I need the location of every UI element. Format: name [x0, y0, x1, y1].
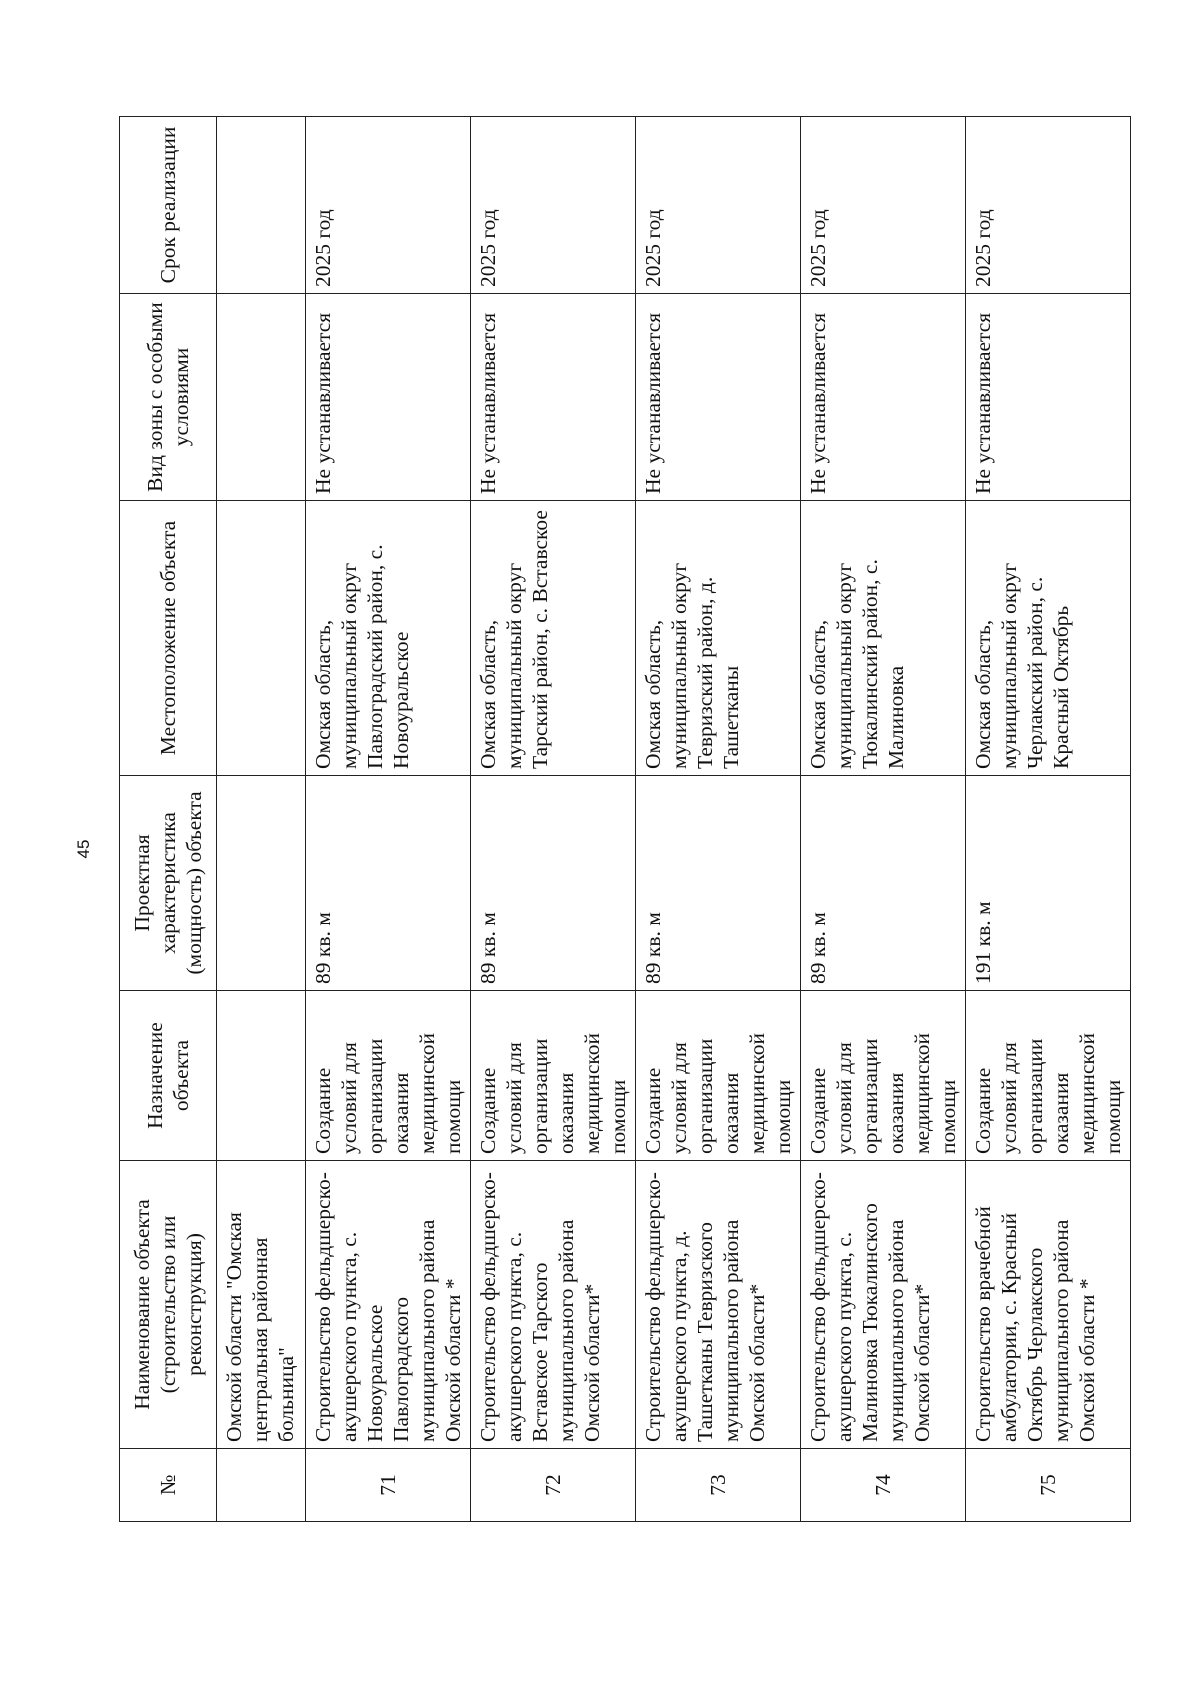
cell-term: 2025 год [801, 117, 966, 294]
cell-zone: Не устанавливается [801, 294, 966, 501]
cell-location: Омская область, муниципальный округ Тарский район, с. Вставское [471, 501, 636, 776]
cell-zone [217, 294, 306, 501]
cell-num: 73 [636, 1449, 801, 1522]
cell-num: 75 [966, 1449, 1131, 1522]
cell-purpose: Создание условий для организации оказания медицинской помощи [306, 991, 471, 1161]
header-name: Наименование объекта (строительство или реконструкция) [120, 1161, 217, 1449]
cell-capacity: 89 кв. м [306, 776, 471, 991]
cell-capacity: 89 кв. м [636, 776, 801, 991]
cell-num: 71 [306, 1449, 471, 1522]
cell-term: 2025 год [966, 117, 1131, 294]
cell-location [217, 501, 306, 776]
cell-term: 2025 год [306, 117, 471, 294]
cell-zone: Не устанавливается [306, 294, 471, 501]
cell-name: Омской области "Омская центральная районная больница" [217, 1161, 306, 1449]
table-row-continuation [217, 117, 306, 1522]
cell-name: Строительство фельдшерско-акушерского пункта, с. Новоуральское Павлоградского муниципального района Омской области * [306, 1161, 471, 1449]
cell-name: Строительство фельдшерско-акушерского пункта, с. Малиновка Тюкалинского муниципального района Омской области* [801, 1161, 966, 1449]
table-row [636, 117, 801, 1522]
table-row [471, 117, 636, 1522]
cell-num [217, 1449, 306, 1522]
cell-capacity: 89 кв. м [801, 776, 966, 991]
cell-zone: Не устанавливается [636, 294, 801, 501]
cell-purpose: Создание условий для организации оказания медицинской помощи [471, 991, 636, 1161]
cell-name: Строительство фельдшерско-акушерского пункта, д. Ташетканы Тевризского муниципального района Омской области* [636, 1161, 801, 1449]
table-row [966, 117, 1131, 1522]
cell-capacity [217, 776, 306, 991]
cell-purpose: Создание условий для организации оказания медицинской помощи [636, 991, 801, 1161]
cell-term [217, 117, 306, 294]
cell-name: Строительство врачебной амбулатории, с. Красный Октябрь Черлакского муниципального района Омской области * [966, 1161, 1131, 1449]
cell-term: 2025 год [471, 117, 636, 294]
table-row [306, 117, 471, 1522]
header-zone: Вид зоны с особыми условиями [120, 294, 217, 501]
cell-name: Строительство фельдшерско-акушерского пункта, с. Вставское Тарского муниципального района Омской области* [471, 1161, 636, 1449]
cell-capacity: 89 кв. м [471, 776, 636, 991]
header-num: № [120, 1449, 217, 1522]
cell-purpose: Создание условий для организации оказания медицинской помощи [966, 991, 1131, 1161]
cell-location: Омская область, муниципальный округ Павлоградский район, с. Новоуральское [306, 501, 471, 776]
header-capacity: Проектная характеристика (мощность) объекта [120, 776, 217, 991]
cell-location: Омская область, муниципальный округ Тюкалинский район, с. Малиновка [801, 501, 966, 776]
table-container [119, 117, 1125, 1522]
header-term: Срок реализации [120, 117, 217, 294]
cell-purpose: Создание условий для организации оказания медицинской помощи [801, 991, 966, 1161]
table-row [801, 117, 966, 1522]
cell-zone: Не устанавливается [471, 294, 636, 501]
page-number: 45 [74, 839, 93, 859]
objects-table [119, 116, 1131, 1522]
cell-num: 72 [471, 1449, 636, 1522]
cell-num: 74 [801, 1449, 966, 1522]
cell-zone: Не устанавливается [966, 294, 1131, 501]
cell-purpose [217, 991, 306, 1161]
cell-location: Омская область, муниципальный округ Тевризский район, д. Ташетканы [636, 501, 801, 776]
cell-term: 2025 год [636, 117, 801, 294]
header-location: Местоположение объекта [120, 501, 217, 776]
cell-location: Омская область, муниципальный округ Черлакский район, с. Красный Октябрь [966, 501, 1131, 776]
header-purpose: Назначение объекта [120, 991, 217, 1161]
cell-capacity: 191 кв. м [966, 776, 1131, 991]
header-row [120, 117, 217, 1522]
